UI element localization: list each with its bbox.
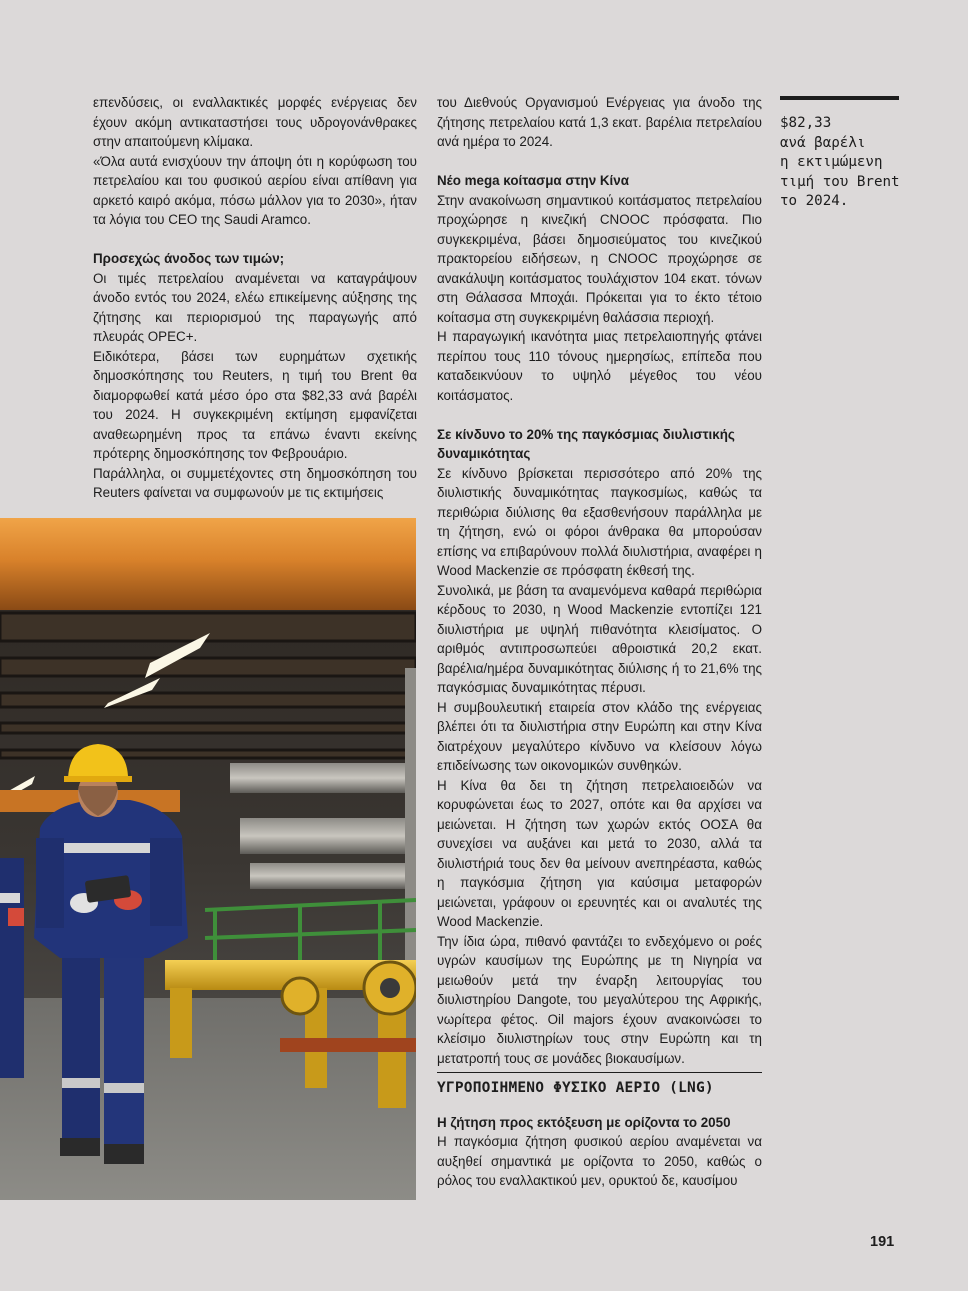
paragraph: Στην ανακοίνωση σημαντικού κοιτάσματος πετρελαίου προχώρησε η κινεζική CNOOC πρόσφατα. Πιο συγκεκριμένα, βάσει δημοσιεύματος του κινεζικού πρακτορείου ειδήσεων, η CNOOC προχώρησε σε ανακάλυψη κοιτάσματος τουλάχιστον 104 εκατ. τόνων στη Θάλασσα Μποχάι. Πρόκειται για το έκτο τέτοιο κοίτασμα στη συγκεκριμένη θαλάσσια περιοχή. bbox=[437, 192, 762, 325]
pull-quote bbox=[780, 96, 940, 212]
paragraph: Ειδικότερα, βάσει των ευρημάτων σχετικής δημοσκόπησης του Reuters, η τιμή του Brent θα διαμορφωθεί κατά μέσο όρο στα $82,33 ανά βαρέλι του 2024. Η συγκεκριμένη εκτίμηση εμφανίζεται αναθεωρημένη προς τα επάνω έναντι εκείνης πρότερης δημοσκόπησης τον Φεβρουάριο. bbox=[93, 348, 417, 461]
paragraph: Παράλληλα, οι συμμετέχοντες στη δημοσκόπηση του Reuters φαίνεται να συμφωνούν με τις εκτιμήσεις bbox=[93, 465, 417, 500]
subheading-lng-demand: Η ζήτηση προς εκτόξευση με ορίζοντα το 2050 bbox=[437, 1114, 731, 1130]
worker-left-partial bbox=[0, 858, 24, 1078]
paragraph: επενδύσεις, οι εναλλακτικές μορφές ενέργειας δεν έχουν ακόμη αντικαταστήσει τους υδρογονάνθρακες στην απαιτούμενη κλίμακα. bbox=[93, 95, 417, 149]
paragraph: Την ίδια ώρα, πιθανό φαντάζει το ενδεχόμενο οι ροές υγρών καυσίμων της Ευρώπης με τη Νιγηρία να μειωθούν μετά την έναρξη λειτουργίας του διυλιστηρίου Dangote, του μεγαλύτερου της Αφρικής, νωρίτερα φέτος. Oil majors έχουν ανακοινώσει το κλείσιμο διυλιστηρίων τους στην Ευρώπη και τη μετατροπή τους σε μονάδες βιοκαυσίμων. bbox=[437, 933, 762, 1066]
paragraph: Συνολικά, με βάση τα αναμενόμενα καθαρά περιθώρια κέρδους το 2030, η Wood Mackenzie εντοπίζει 121 διυλιστήρια με υψηλή πιθανότητα κλεισίματος. Ο αριθμός αντιπροσωπεύει αθροιστικά 20,2 εκατ. βαρέλια/ημέρα δυναμικότητας διύλισης ή το 21,6% της παγκόσμιας δυναμικότητας πέρυσι. bbox=[437, 582, 762, 695]
page-number: 191 bbox=[870, 1234, 895, 1250]
right-column bbox=[437, 93, 762, 1191]
paragraph: Η παραγωγική ικανότητα μιας πετρελαιοπηγής φτάνει περίπου τους 110 τόνους ημερησίως, επίπεδα που καταδεικνύουν το υψηλό μέγεθος του νέου κοιτάσματος. bbox=[437, 329, 762, 403]
orange-pipe bbox=[0, 518, 416, 610]
section-divider bbox=[437, 1072, 762, 1073]
subheading-china-field: Νέο mega κοίτασμα στην Κίνα bbox=[437, 173, 629, 188]
paragraph-quote: «Όλα αυτά ενισχύουν την άποψη ότι η κορύφωση του πετρελαίου και του φυσικού αερίου είναι απίθανη για αρκετό καιρό ακόμα, πόσω μάλλον για το 2030», ήταν τα λόγια του CEO της Saudi Aramco. bbox=[93, 153, 417, 227]
paragraph: Η συμβουλευτική εταιρεία στον κλάδο της ενέργειας βλέπει ότι τα διυλιστήρια στην Ευρώπη και στην Κίνα διατρέχουν μεγαλύτερο κίνδυνο να κλείσουν λόγω επιδείνωσης των οικονομικών συνθηκών. bbox=[437, 699, 762, 773]
paragraph: του Διεθνούς Οργανισμού Ενέργειας για άνοδο της ζήτησης πετρελαίου κατά 1,3 εκατ. βαρέλια πετρελαίου ανά ημέρα το 2024. bbox=[437, 95, 762, 149]
refinery-workers-photo bbox=[0, 518, 416, 1200]
pull-quote-rule bbox=[780, 96, 899, 100]
section-title-lng: ΥΓΡΟΠΟΙΗΜΕΝΟ ΦΥΣΙΚΟ ΑΕΡΙΟ (LNG) bbox=[437, 1080, 714, 1096]
subheading-price-rise: Προσεχώς άνοδος των τιμών; bbox=[93, 251, 285, 266]
pull-quote-text: $82,33 ανά βαρέλι η εκτιμώμενη τιμή του Brent το 2024. bbox=[780, 115, 900, 209]
paragraph: Σε κίνδυνο βρίσκεται περισσότερο από 20% της διυλιστικής δυναμικότητας παγκοσμίως, καθώς τα περιθώρια διύλισης θα εξασθενήσουν παράλληλα με τη ζήτηση, ενώ οι φόροι άνθρακα θα μπορούσαν επίσης να επιβαρύνουν πολλά διυλιστήρια, αναφέρει η Wood Mackenzie σε πρόσφατη έκθεσή της. bbox=[437, 465, 762, 578]
paragraph: Οι τιμές πετρελαίου αναμένεται να καταγράψουν άνοδο εντός του 2024, ελέω επικείμενης αύξησης της ζήτησης και περιορισμού της παραγωγής από πλευράς OPEC+. bbox=[93, 270, 417, 344]
subheading-refining-risk: Σε κίνδυνο το 20% της παγκόσμιας διυλιστικής δυναμικότητας bbox=[437, 426, 735, 461]
paragraph: Η Κίνα θα δει τη ζήτηση πετρελαιοειδών να κορυφώνεται έως το 2027, οπότε και θα αρχίσει να μειώνεται. Η ζήτηση των χωρών εκτός ΟΟΣΑ θα συνεχίσει να αυξάνει και μετά το 2030, αλλά τα διυλιστήριά τους δεν θα μείνουν ανεπηρέαστα, καθώς η παγκόσμια ζήτηση για καύσιμα μεταφορών μειώνεται, γράφουν οι ερευνητές και οι αναλυτές της Wood Mackenzie. bbox=[437, 777, 762, 929]
paragraph: Η παγκόσμια ζήτηση φυσικού αερίου αναμένεται να αυξηθεί σημαντικά με ορίζοντα το 2050, καθώς ο ρόλος του εναλλακτικού μεν, ορυκτού δε, καυσίμου bbox=[437, 1134, 762, 1188]
left-column bbox=[93, 93, 417, 503]
